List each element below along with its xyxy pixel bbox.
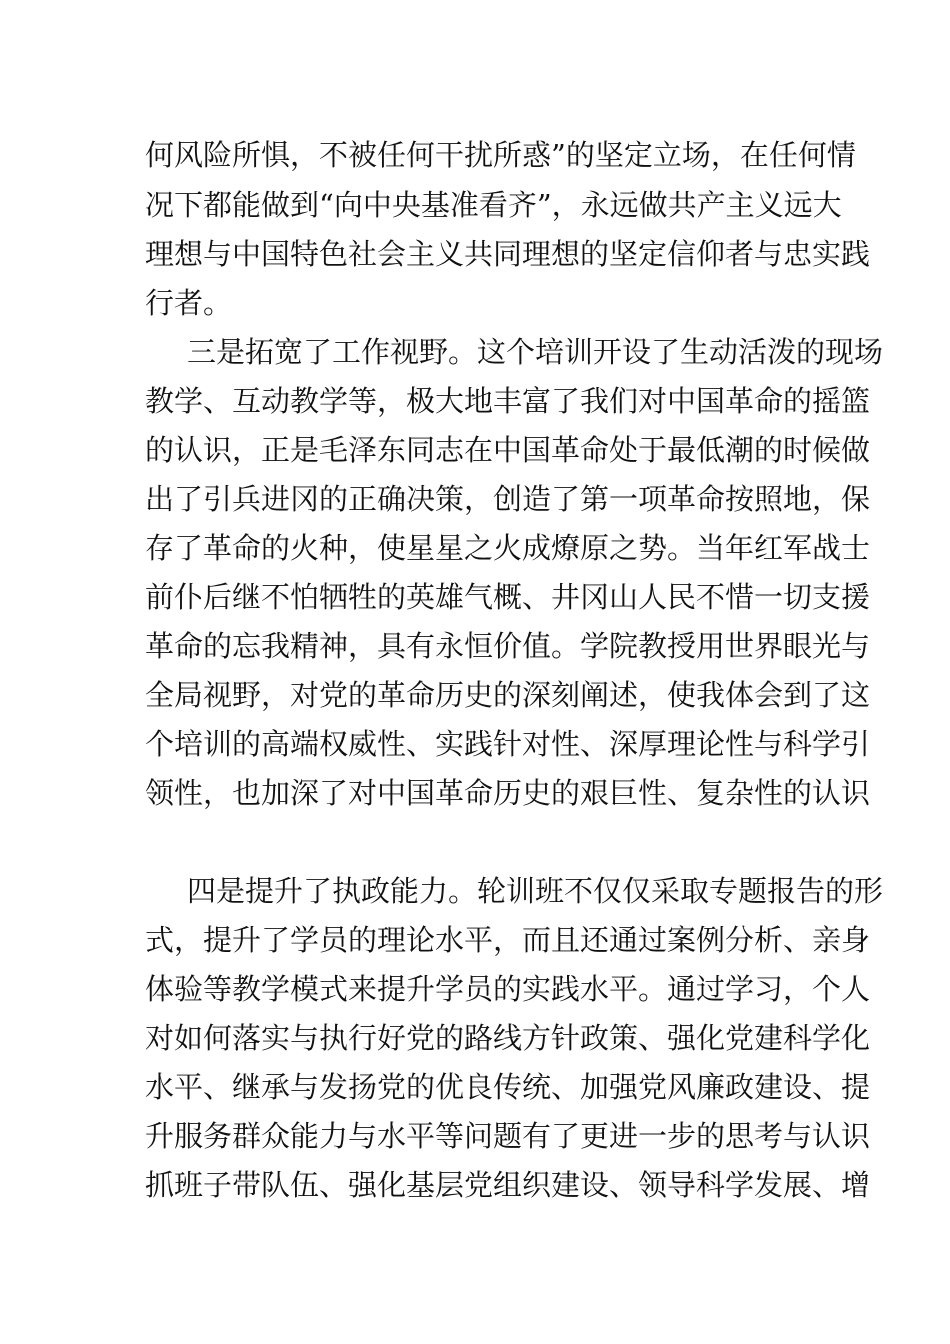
text-line: 体验等教学模式来提升学员的实践水平。通过学习，个人 bbox=[145, 972, 871, 1006]
text-line: 全局视野，对党的革命历史的深刻阐述，使我体会到了这 bbox=[145, 678, 871, 712]
text-line: 式，提升了学员的理论水平，而且还通过案例分析、亲身 bbox=[145, 923, 871, 957]
text-line: 水平、继承与发扬党的优良传统、加强党风廉政建设、提 bbox=[145, 1070, 871, 1104]
text-line: 理想与中国特色社会主义共同理想的坚定信仰者与忠实践 bbox=[145, 237, 871, 271]
text-line: 前仆后继不怕牺牲的英雄气概、井冈山人民不惜一切支援 bbox=[145, 580, 871, 614]
text-line: 抓班子带队伍、强化基层党组织建设、领导科学发展、增 bbox=[145, 1168, 871, 1202]
text-line: 行者。 bbox=[145, 286, 233, 320]
text-line: 教学、互动教学等，极大地丰富了我们对中国革命的摇篮 bbox=[145, 384, 871, 418]
text-line: 出了引兵进冈的正确决策，创造了第一项革命按照地，保 bbox=[145, 482, 871, 516]
paragraph-start-line: 三是拓宽了工作视野。这个培训开设了生动活泼的现场 bbox=[187, 335, 884, 369]
text-line: 的认识，正是毛泽东同志在中国革命处于最低潮的时候做 bbox=[145, 433, 871, 467]
text-line: 个培训的高端权威性、实践针对性、深厚理论性与科学引 bbox=[145, 727, 871, 761]
text-line: 革命的忘我精神，具有永恒价值。学院教授用世界眼光与 bbox=[145, 629, 871, 663]
text-line: 对如何落实与执行好党的路线方针政策、强化党建科学化 bbox=[145, 1021, 871, 1055]
text-line: 升服务群众能力与水平等问题有了更进一步的思考与认识 bbox=[145, 1119, 871, 1153]
text-line: 存了革命的火种，使星星之火成燎原之势。当年红军战士 bbox=[145, 531, 871, 565]
text-line: 况下都能做到“向中央基准看齐”，永远做共产主义远大 bbox=[145, 188, 842, 222]
text-line: 领性，也加深了对中国革命历史的艰巨性、复杂性的认识 bbox=[145, 776, 871, 810]
text-line: 何风险所惧，不被任何干扰所惑”的坚定立场，在任何情 bbox=[145, 138, 856, 172]
paragraph-start-line: 四是提升了执政能力。轮训班不仅仅采取专题报告的形 bbox=[187, 874, 884, 908]
